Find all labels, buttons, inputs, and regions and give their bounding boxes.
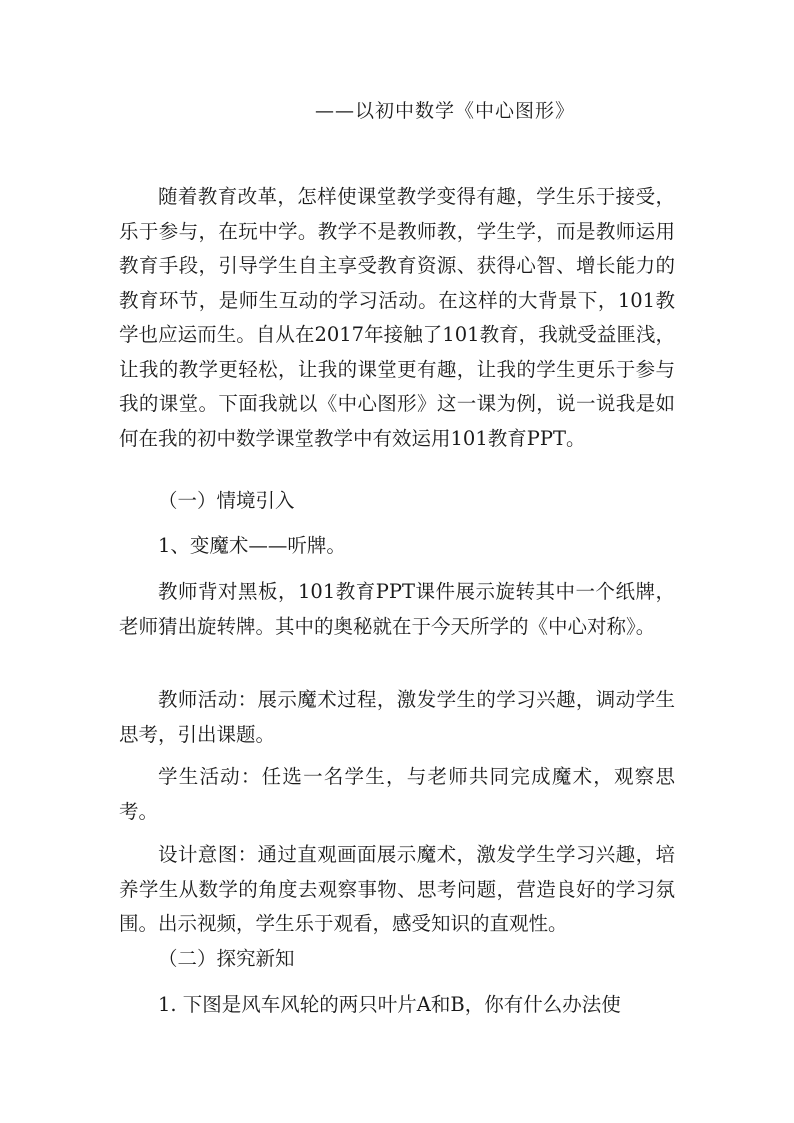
teacher-activity-paragraph: 教师活动：展示魔术过程，激发学生的学习兴趣，调动学生思考，引出课题。 — [119, 688, 675, 746]
list-item-windmill: 1. 下图是风车风轮的两只叶片A和B，你有什么办法使 — [158, 993, 621, 1016]
design-intent-paragraph: 设计意图：通过直观画面展示魔术，激发学生学习兴趣，培养学生从数学的角度去观察事物、思考问题，营造良好的学习氛围。出示视频，学生乐于观看，感受知识的直观性。 — [119, 843, 675, 935]
section-heading-situation: （一）情境引入 — [158, 489, 295, 512]
section-heading-explore: （二）探究新知 — [158, 947, 295, 970]
list-item-magic-trick: 1、变魔术——听牌。 — [158, 534, 346, 557]
teacher-background-paragraph: 教师背对黑板，101教育PPT课件展示旋转其中一个纸牌，老师猜出旋转牌。其中的奥秘就在于今天所学的《中心对称》。 — [119, 580, 675, 638]
document-subtitle: ——以初中数学《中心图形》 — [314, 100, 575, 122]
student-activity-paragraph: 学生活动：任选一名学生，与老师共同完成魔术，观察思考。 — [119, 765, 675, 823]
intro-paragraph: 随着教育改革，怎样使课堂教学变得有趣，学生乐于接受，乐于参与，在玩中学。教学不是教师教，学生学，而是教师运用教育手段，引导学生自主享受教育资源、获得心智、增长能力的教育环节，是师生互动的学习活动。在这样的大背景下，101教学也应运而生。自从在2017年接触了101教育，我就受益匪浅，让我的教学更轻松，让我的课堂更有趣，让我的学生更乐于参与我的课堂。下面我就以《中心图形》这一课为例，说一说我是如何在我的初中数学课堂教学中有效运用101教育PPT。 — [119, 185, 675, 450]
